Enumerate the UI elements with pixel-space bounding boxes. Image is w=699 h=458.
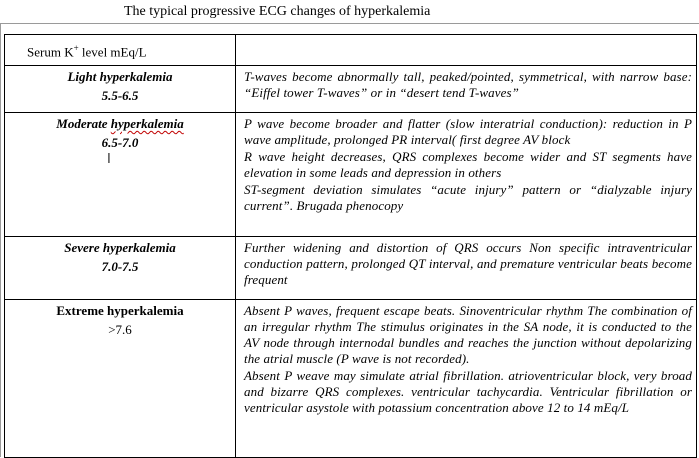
- level-name: Extreme hyperkalemia: [56, 303, 184, 318]
- table-row: [5, 66, 697, 113]
- ecg-changes-cell: [236, 66, 697, 113]
- hyperkalemia-table: [4, 34, 697, 458]
- table-row: [5, 237, 697, 300]
- ecg-changes-cell: [236, 300, 697, 458]
- level-range: >7.6: [108, 322, 132, 337]
- ecg-paragraph: Further widening and distortion of QRS occurs Non specific intraventricular conduction pattern, prolonged QT interval, and premature ventricular beats become frequent: [244, 240, 692, 287]
- ecg-paragraph: Absent P waves, frequent escape beats. Sinoventricular rhythm The combination of an irregular rhythm The stimulus originates in the SA node, it is conducted to the AV node through internodal bundles and reaches the junction without depolarizing the atrial muscle (P wave is not recorded).: [244, 303, 692, 366]
- level-name: Moderate hyperkalemia: [56, 116, 184, 131]
- ecg-paragraph: T-waves become abnormally tall, peaked/pointed, symmetrical, with narrow base: “Eiffel tower T-waves” or in “desert tend T-waves”: [244, 69, 692, 100]
- level-cell: [5, 66, 236, 113]
- ecg-paragraph: P wave become broader and flatter (slow interatrial conduction): reduction in P wave amplitude, prolonged PR interval( first degree AV block: [244, 116, 692, 147]
- table-row: [5, 113, 697, 237]
- text-cursor-icon: I: [107, 152, 111, 167]
- ecg-paragraph: R wave height decreases, QRS complexes become wider and ST segments have elevation in some leads and depression in others: [244, 149, 692, 180]
- spellcheck-word: hyperkalemia: [110, 116, 184, 131]
- ecg-paragraph: ST-segment deviation simulates “acute injury” pattern or “dialyzable injury current”. Brugada phenocopy: [244, 182, 692, 213]
- level-cell: [5, 237, 236, 300]
- table-row: [5, 300, 697, 458]
- level-name: Light hyperkalemia: [67, 69, 173, 84]
- header-cell-serum-level: Serum K+ level mEq/L: [5, 35, 236, 66]
- header-cell-empty: [236, 35, 697, 66]
- ecg-paragraph: Absent P weave may simulate atrial fibrillation. atrioventricular block, very broad and bizarre QRS complexes. ventricular tachycardia. Ventricular fibrillation or ventricular asystole with potassium concentration above 12 to 14 mEq/L: [244, 368, 692, 415]
- level-range: 7.0-7.5: [101, 259, 139, 274]
- ecg-changes-cell: [236, 237, 697, 300]
- table-header-row: [5, 35, 697, 66]
- level-range: 5.5-6.5: [101, 88, 139, 103]
- level-range: 6.5-7.0: [101, 135, 139, 150]
- level-name: Severe hyperkalemia: [64, 240, 176, 255]
- document-title: The typical progressive ECG changes of hyperkalemia: [124, 4, 431, 19]
- level-cell: [5, 300, 236, 458]
- level-cell: [5, 113, 236, 237]
- ecg-changes-cell: [236, 113, 697, 237]
